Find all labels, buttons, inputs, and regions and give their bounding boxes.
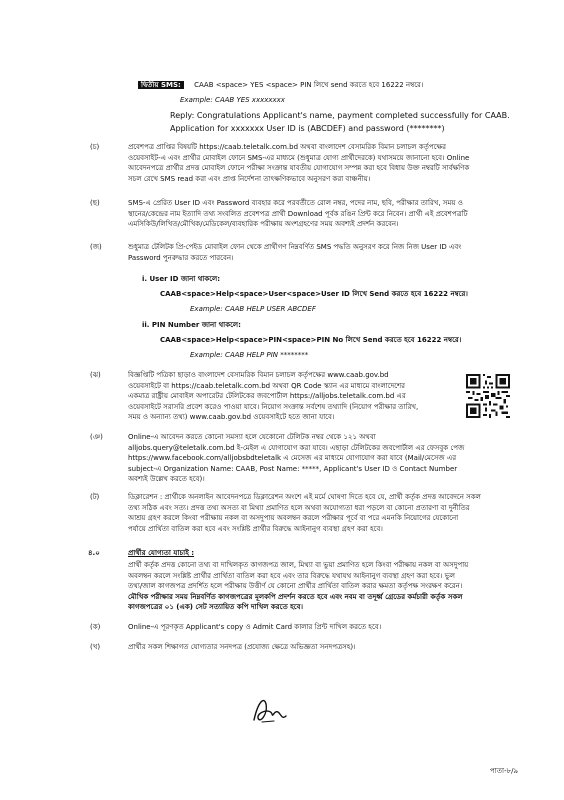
page-number: পাতা-৮/৯ <box>490 767 519 775</box>
item-ja-line: শুধুমাত্র টেলিটক প্রি-পেইড মোবাইল ফোন থেকে প্রার্থীগণ নিম্নবর্ণিত SMS পদ্ধতি অনুসরণ করে নিজ নিজ User ID এবং <box>128 243 462 251</box>
section-body <box>128 560 538 613</box>
second-sms-label: দ্বিতীয় SMS: <box>138 81 184 89</box>
item-ta-line: তথ্য সঠিক এবং সত্য। প্রদত্ত তথ্য অসত্য বা মিথ্যা প্রমাণিত হলে অথবা অযোগ্যতা ধরা পড়লে বা কোনো প্রতারণা বা দুর্নীতির <box>128 503 470 512</box>
section-title: প্রার্থীর যোগ্যতা যাচাই : <box>128 549 195 557</box>
item-nya-line: Online-এ আবেদন করতে কোনো সমস্যা হলে যেকোনো টেলিটক নম্বর থেকে ১২১ অথবা <box>128 433 376 441</box>
item-chha-line: এমসিকিউ/লিখিত/মৌখিক/মেডিকেল/ব্যবহারিক পরীক্ষায় অংশগ্রহণের সময় অবশ্যই প্রদর্শন করবেন। <box>128 220 399 228</box>
item-cha-line: ওয়েবসাইট-এ এবং প্রার্থীর মোবাইল ফোনে SMS-এর মাধ্যমে (শুধুমাত্র যোগ্য প্রার্থীদেরকে) যথাসময়ে জানানো হবে। Online <box>128 153 470 162</box>
section-line: প্রার্থী কর্তৃক প্রদত্ত কোনো তথ্য বা দাখিলকৃত কাগজপত্র জাল, মিথ্যা বা ভুয়া প্রমাণিত হলে কিংবা পরীক্ষায় নকল বা অসদুপায় <box>128 561 469 569</box>
item-jha-line: ওয়েবসাইটে বা https://caab.teletalk.com.bd অথবা QR Code স্ক্যান এর মাধ্যমে বাংলাদেশের <box>128 381 405 390</box>
item-chha-marker: (ছ) <box>90 199 100 207</box>
section-bold-line: কাগজপত্রের ০১ (এক) সেট সত্যায়িত কপি দাখিল করতে হবে। <box>128 603 304 611</box>
pin-command: CAAB<space>Help<space>PIN<space>PIN No লিখে Send করতে হবে 16222 নম্বরে। <box>160 336 462 344</box>
item-jha-line: ওয়েবসাইটে সরাসরি প্রবেশ করেও পাওয়া যাবে। নিয়োগ সংক্রান্ত সর্বশেষ তথ্যাদি (নিয়োগ পরীক্ষার তারিখ, <box>128 402 419 411</box>
item-ja-line: Password পুনরুদ্ধার করতে পারবেন। <box>128 253 234 262</box>
item-cha-line: সচল রেখে SMS read করা এবং প্রাপ্ত নির্দেশনা তাৎক্ষণিকভাবে অনুসরণ করা বাঞ্চনীয়। <box>128 174 371 183</box>
item-ta-text <box>128 492 538 534</box>
item-ja-marker: (জ) <box>90 243 102 251</box>
item-nya-marker: (ঞ) <box>90 433 103 441</box>
item-jha-line: বিজ্ঞপ্তিটি পত্রিকা ছাড়াও বাংলাদেশ বেসামরিক বিমান চলাচল কর্তৃপক্ষের www.caab.gov.bd <box>128 371 389 379</box>
item-ta-line: ডিক্লারেশন : প্রার্থীকে অনলাইন আবেদনপত্রে ডিক্লারেশন অংশে এই মর্মে ঘোষণা দিতে হবে যে, প্রার্থী কর্তৃক প্রদত্ত আবেদনে সকল <box>128 493 481 501</box>
item-ka-text: Online-এ পূরণকৃত Applicant's copy ও Admit Card কালার প্রিন্ট দাখিল করতে হবে। <box>128 623 382 631</box>
item-ka-marker: (ক) <box>90 623 101 631</box>
item-chha-line: SMS-এ প্রেরিত User ID এবং Password ব্যবহার করে পরবর্তীতে রোল নম্বর, পদের নাম, ছবি, পরীক্ষার তারিখ, সময় ও <box>128 199 463 207</box>
item-jha-line: সময় ও অন্যান্য তথ্য) www.caab.gov.bd ওয়েবসাইটে হতে জানা যাবে। <box>128 413 335 421</box>
reply-line-1: Reply: Congratulations Applicant's name, payment completed successfully for CAAB. <box>170 111 510 120</box>
item-nya-text <box>128 432 538 485</box>
item-ta-line: আশ্রয় গ্রহণ করলে কিংবা পরীক্ষায় নকল বা অসদুপায় অবলম্বন করলে পরীক্ষার পূর্বে বা পরে এমনকি নিয়োগের যেকোনো <box>128 514 459 522</box>
section-bold-line: মৌখিক পরীক্ষার সময় নিম্নবর্ণিত কাগজপত্রের মূলকপি প্রদর্শন করতে হবে এবং নবম বা তদূর্ধ্ব গ্রেডের কর্মচারী কর্তৃক সকল <box>128 592 463 601</box>
item-chha-line: স্থানের/কেন্দ্রের নাম ইত্যাদি তথ্য সংবলিত প্রবেশপত্র প্রার্থী Download পূর্বক রঙিন প্রিন্ট করে নিবেন। প্রার্থী এই প্রবেশপত্রটি <box>128 209 468 218</box>
second-sms-template: CAAB <space> YES <space> PIN লিখে send করতে হবে 16222 নম্বরে। <box>194 81 424 89</box>
user-id-example: Example: CAAB HELP USER ABCDEF <box>190 305 316 313</box>
item-nya-line: অবশ্যই উল্লেখ করতে হবে)। <box>128 475 205 483</box>
qr-code-icon <box>466 374 510 418</box>
item-cha-text <box>128 142 538 184</box>
pin-example: Example: CAAB HELP PIN ******** <box>190 351 309 359</box>
section-number: ৪.০ <box>88 549 100 557</box>
item-kha-marker: (খ) <box>90 643 101 651</box>
item-cha-marker: (চ) <box>90 143 100 151</box>
second-sms-example: Example: CAAB YES xxxxxxxx <box>180 96 285 104</box>
signature-image <box>248 690 290 730</box>
item-ta-marker: (ট) <box>90 493 100 501</box>
item-nya-line: alljobs.query@teletalk.com.bd ই-মেইল এ যোগাযোগ করা যাবে। এছাড়া টেলিটকের জবপোর্টাল এর ফেসবুক পেজ <box>128 443 465 452</box>
second-sms-line <box>138 80 558 91</box>
user-id-command: CAAB<space>Help<space>User<space>User ID লিখে Send করতে হবে 16222 নম্বরে। <box>160 290 468 298</box>
user-id-heading: i. User ID জানা থাকলে: <box>142 275 221 283</box>
item-nya-line: https://www.facebook.com/alljobsbdteletalk এ মেসেজ এর মাধ্যমে যোগাযোগ করা যাবে (Mail/মেসেজ এর <box>128 454 457 462</box>
item-cha-line: প্রবেশপত্র প্রাপ্তির বিষয়টি https://caab.teletalk.com.bd অথবা বাংলাদেশ বেসামরিক বিমান চলাচল কর্তৃপক্ষের <box>128 143 446 151</box>
section-line: অবলম্বন করলে সংশ্লিষ্ট প্রার্থীর প্রার্থিতা বাতিল করা হবে এবং তার বিরুদ্ধে যথাযথ আইনানুগ ব্যবস্থা গ্রহণ করা হবে। ভুল <box>128 571 456 580</box>
item-nya-line: subject-এ Organization Name: CAAB, Post Name: *****, Applicant's User ID ও Contact Number <box>128 464 458 473</box>
item-kha-text: প্রার্থীর সকল শিক্ষাগত যোগ্যতার সনদপত্র (প্রযোজ্য ক্ষেত্রে অভিজ্ঞতা সনদপত্রসহ)। <box>128 643 356 651</box>
section-line: তথ্য/জাল কাগজপত্র প্রদর্শিত হলে পরীক্ষায় উত্তীর্ণ যে কোনো প্রার্থীর প্রার্থিতা বাতিল করার ক্ষমতা কর্তৃপক্ষ সংরক্ষণ করেন। <box>128 582 463 590</box>
pin-heading: ii. PIN Number জানা থাকলে: <box>142 321 241 329</box>
item-ta-line: পর্যায়ে প্রার্থিতা বাতিল করা হবে এবং সংশ্লিষ্ট প্রার্থীর বিরুদ্ধে আইনানুগ ব্যবস্থা গ্রহণ করা হবে। <box>128 524 383 533</box>
item-jha-marker: (ঝ) <box>90 371 101 379</box>
item-jha-line: একমাত্র রাষ্ট্রীয় মোবাইল অপারেটর টেলিটকের জবপোর্টাল https://alljobs.teletalk.com.bd এর <box>128 392 406 400</box>
item-cha-line: আবেদনপত্রে প্রার্থীর প্রদত্ত মোবাইল ফোনে পরীক্ষা সংক্রান্ত যাবতীয় যোগাযোগ সম্পন্ন করা হবে বিধায় উক্ত নম্বরটি সার্বক্ষণিক <box>128 164 470 172</box>
item-chha-text <box>128 198 538 230</box>
item-jha-text <box>128 370 460 423</box>
reply-line-2: Application for xxxxxxx User ID is (ABCDEF) and password (********) <box>170 124 445 133</box>
item-ja-text <box>128 242 538 263</box>
